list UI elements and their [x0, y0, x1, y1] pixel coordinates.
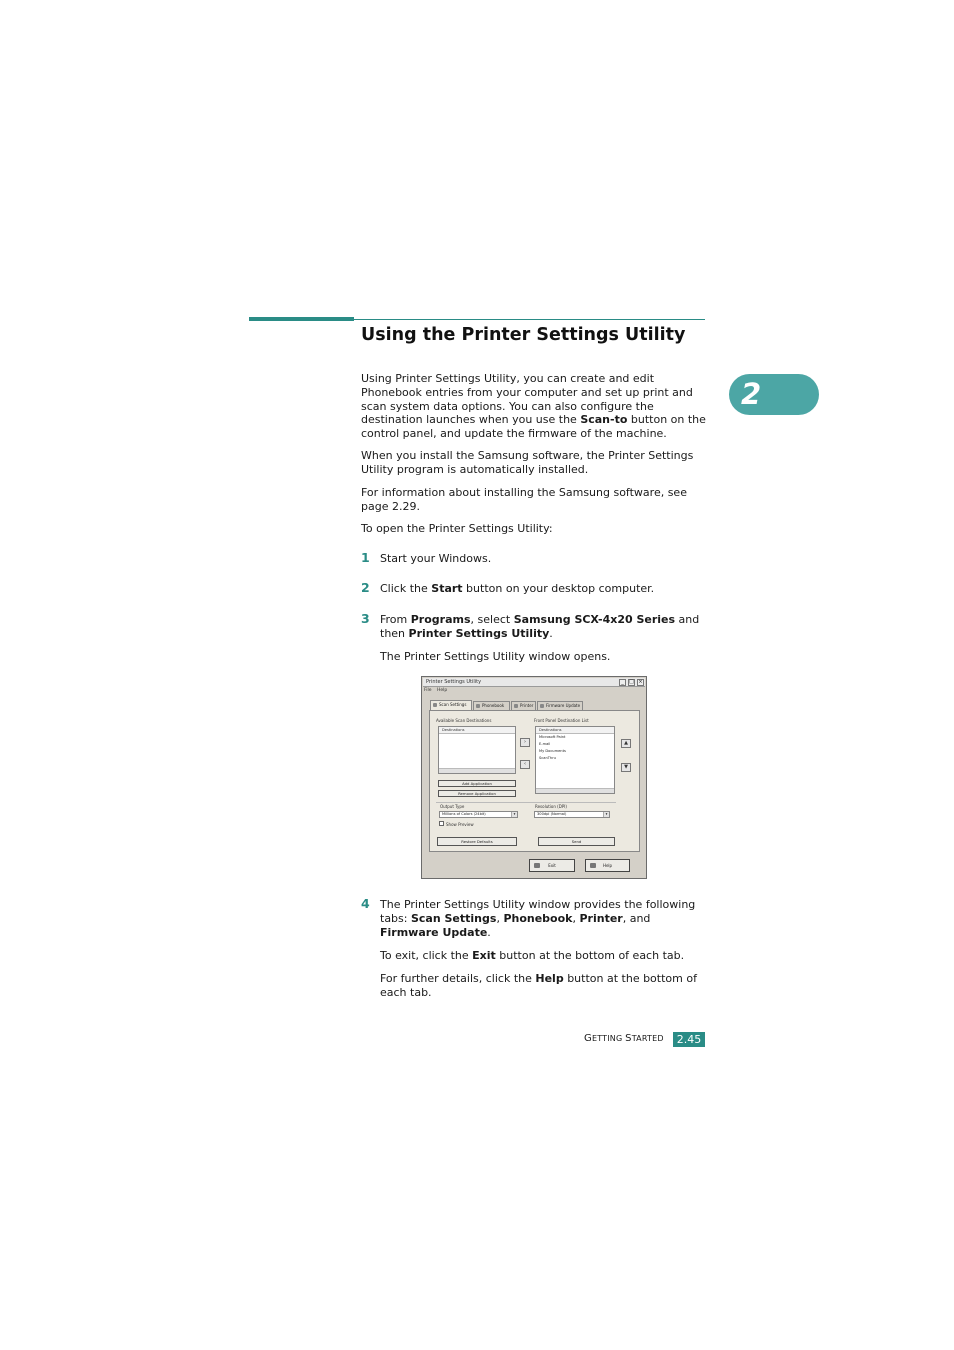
maximize-icon[interactable]: □ — [629, 679, 634, 685]
firmware-icon — [540, 704, 544, 708]
header-rule-accent — [249, 317, 354, 321]
add-application-button[interactable]: Add Application — [438, 780, 516, 787]
available-destinations-label: Available Scan Destinations — [436, 718, 492, 723]
chapter-tab — [729, 374, 819, 415]
front-panel-destination-list[interactable] — [535, 726, 615, 794]
printer-icon — [514, 704, 518, 708]
restore-defaults-button[interactable]: Restore Defaults — [437, 837, 517, 846]
tab-phonebook[interactable]: Phonebook — [473, 701, 510, 710]
send-button[interactable]: Send — [538, 837, 615, 846]
exit-icon — [534, 863, 540, 868]
step-number-1: 1 — [361, 550, 370, 565]
close-icon[interactable]: × — [638, 679, 643, 685]
scan-settings-panel — [429, 710, 640, 852]
chevron-down-icon: ▾ — [603, 812, 609, 817]
move-up-button[interactable]: ▲ — [621, 739, 631, 748]
tab-scan-settings[interactable]: Scan Settings — [430, 700, 472, 710]
show-preview-checkbox[interactable] — [439, 821, 444, 826]
show-preview-label: Show Preview — [446, 822, 474, 827]
list-item[interactable]: E-mail — [539, 742, 551, 746]
remove-application-button[interactable]: Remove Application — [438, 790, 516, 797]
step-text-3: From Programs, select Samsung SCX-4x20 Series and then Printer Settings Utility. — [380, 613, 700, 640]
available-destinations-list[interactable] — [438, 726, 516, 774]
minimize-icon[interactable]: _ — [619, 679, 626, 686]
divider — [436, 802, 616, 803]
menu-bar — [424, 688, 451, 693]
step-text-4: The Printer Settings Utility window provides the following tabs: Scan Settings, Phonebook, Printer, and Firmware Update. — [380, 898, 696, 939]
tab-firmware-update[interactable]: Firmware Update — [537, 701, 583, 710]
output-type-select[interactable]: Millions of Colors (24bit) ▾ — [439, 811, 518, 818]
header-rule — [354, 319, 705, 320]
move-right-button[interactable]: › — [520, 738, 530, 747]
exit-button[interactable]: Exit — [529, 859, 575, 872]
window-titlebar — [423, 678, 645, 687]
step-text-1: Start your Windows. — [380, 552, 492, 565]
intro-paragraph-1: Using Printer Settings Utility, you can create and edit Phonebook entries from your computer and set up print and scan system data options. You can also configure the destination launches when you use the Scan-to button on the control panel, and update the firmware of the machine. — [361, 372, 706, 441]
section-title: Using the Printer Settings Utility — [361, 325, 686, 345]
intro-paragraph-2: When you install the Samsung software, the Printer Settings Utility program is automatically installed. — [361, 449, 694, 476]
list-item[interactable]: Microsoft Paint — [539, 735, 566, 739]
tab-printer[interactable]: Printer — [511, 701, 536, 710]
scan-icon — [433, 703, 437, 707]
resolution-select[interactable]: 300dpi (Normal) ▾ — [534, 811, 610, 818]
chevron-down-icon: ▾ — [511, 812, 517, 817]
help-icon — [590, 863, 596, 868]
help-button[interactable]: Help — [585, 859, 630, 872]
scrollbar[interactable] — [536, 788, 614, 793]
printer-settings-window — [421, 676, 647, 879]
menu-file[interactable]: File — [424, 688, 432, 693]
list-header: Destinations — [439, 727, 515, 734]
move-down-button[interactable]: ▼ — [621, 763, 631, 772]
front-panel-list-label: Front Panel Destination List — [534, 718, 589, 723]
chapter-number: 2 — [741, 377, 762, 411]
scrollbar[interactable] — [439, 768, 515, 773]
move-left-button[interactable]: ‹ — [520, 760, 530, 769]
step-number-2: 2 — [361, 580, 370, 595]
phonebook-icon — [476, 704, 480, 708]
footer-section-name: GETTING STARTED — [584, 1033, 664, 1044]
list-item[interactable]: ScanThru — [539, 756, 556, 760]
step-number-4: 4 — [361, 896, 370, 911]
resolution-label: Resolution (DPI) — [535, 804, 567, 809]
step-text-2: Click the Start button on your desktop computer. — [380, 582, 655, 595]
list-header: Destinations — [536, 727, 614, 734]
list-item[interactable]: My Documents — [539, 749, 566, 753]
step-note-4b: For further details, click the Help button at the bottom of each tab. — [380, 972, 697, 999]
step-note-3: The Printer Settings Utility window opens. — [380, 650, 611, 663]
window-title: Printer Settings Utility — [426, 679, 482, 685]
intro-paragraph-4: To open the Printer Settings Utility: — [361, 522, 553, 535]
page-number: 2.45 — [673, 1032, 705, 1047]
step-note-4a: To exit, click the Exit button at the bottom of each tab. — [380, 949, 685, 962]
output-type-label: Output Type — [440, 804, 465, 809]
step-number-3: 3 — [361, 611, 370, 626]
menu-help[interactable]: Help — [436, 688, 448, 693]
intro-paragraph-3: For information about installing the Samsung software, see page 2.29. — [361, 486, 687, 513]
